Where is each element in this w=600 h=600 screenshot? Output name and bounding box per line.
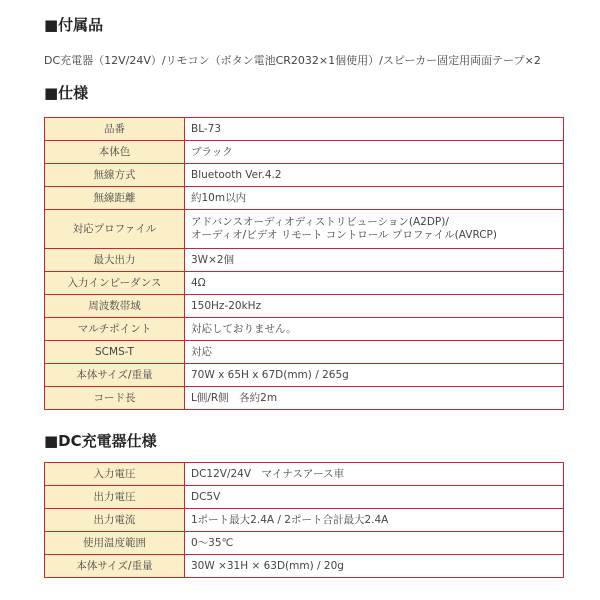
spec-row xyxy=(45,249,564,272)
spec-value-line: ブラック xyxy=(191,145,233,158)
spec-value xyxy=(185,249,564,272)
spec-value xyxy=(185,532,564,555)
specs-heading: ■仕様 xyxy=(44,84,89,102)
spec-row xyxy=(45,532,564,555)
spec-value xyxy=(185,141,564,164)
spec-value-line: 3W×2個 xyxy=(191,253,235,266)
spec-label: 入力インピーダンス xyxy=(45,272,185,295)
spec-row xyxy=(45,187,564,210)
spec-value xyxy=(185,364,564,387)
spec-row xyxy=(45,364,564,387)
spec-row xyxy=(45,387,564,410)
spec-value-line: BL-73 xyxy=(191,122,222,135)
spec-value xyxy=(185,164,564,187)
spec-label: 対応プロファイル xyxy=(45,210,185,249)
spec-value-line: 約10m以内 xyxy=(191,191,247,204)
spec-value-line: 30W ×31H × 63D(mm) / 20g xyxy=(191,559,344,572)
spec-value-line: L側/R側 各約2m xyxy=(191,391,278,404)
spec-label: 無線方式 xyxy=(45,164,185,187)
spec-value xyxy=(185,555,564,578)
spec-row xyxy=(45,141,564,164)
spec-value-line: 1ポート最大2.4A / 2ポート合計最大2.4A xyxy=(191,513,389,526)
spec-value xyxy=(185,210,564,249)
spec-label: 入力電圧 xyxy=(45,463,185,486)
spec-label: コード長 xyxy=(45,387,185,410)
charger-heading: ■DC充電器仕様 xyxy=(44,432,157,450)
specs-table xyxy=(44,117,564,410)
spec-value-line: 4Ω xyxy=(191,276,206,289)
spec-value xyxy=(185,295,564,318)
accessories-heading: ■付属品 xyxy=(44,16,104,34)
spec-label: SCMS-T xyxy=(45,341,185,364)
spec-value xyxy=(185,509,564,532)
spec-row xyxy=(45,486,564,509)
spec-row xyxy=(45,463,564,486)
spec-label: 品番 xyxy=(45,118,185,141)
accessories-text: DC充電器（12V/24V）/リモコン（ボタン電池CR2032×1個使用）/スピーカー固定用両面テープ×2 xyxy=(44,54,541,67)
spec-label: 最大出力 xyxy=(45,249,185,272)
spec-row xyxy=(45,509,564,532)
spec-row xyxy=(45,118,564,141)
spec-row xyxy=(45,164,564,187)
spec-value-line: 対応 xyxy=(191,345,212,358)
spec-label: マルチポイント xyxy=(45,318,185,341)
spec-label: 出力電流 xyxy=(45,509,185,532)
spec-value-line: アドバンスオーディオディストリビューション(A2DP)/ xyxy=(191,216,449,228)
spec-row xyxy=(45,295,564,318)
spec-value xyxy=(185,272,564,295)
spec-value-line: オーディオ/ビデオ リモート コントロール プロファイル(AVRCP) xyxy=(191,229,497,241)
spec-row xyxy=(45,555,564,578)
spec-value-line: 0〜35℃ xyxy=(191,536,234,549)
spec-value xyxy=(185,486,564,509)
spec-value-line: DC12V/24V マイナスアース車 xyxy=(191,467,345,480)
spec-value xyxy=(185,387,564,410)
spec-value xyxy=(185,118,564,141)
spec-label: 出力電圧 xyxy=(45,486,185,509)
spec-value xyxy=(185,318,564,341)
spec-value-line: 対応しておりません。 xyxy=(191,322,297,335)
spec-label: 本体色 xyxy=(45,141,185,164)
spec-value-line: DC5V xyxy=(191,490,221,503)
spec-row xyxy=(45,210,564,249)
spec-value-line: 150Hz-20kHz xyxy=(191,299,262,312)
spec-label: 本体サイズ/重量 xyxy=(45,555,185,578)
spec-label: 本体サイズ/重量 xyxy=(45,364,185,387)
spec-row xyxy=(45,272,564,295)
spec-value xyxy=(185,463,564,486)
spec-row xyxy=(45,318,564,341)
spec-value xyxy=(185,341,564,364)
spec-label: 無線距離 xyxy=(45,187,185,210)
charger-table xyxy=(44,462,564,578)
spec-value-line: Bluetooth Ver.4.2 xyxy=(191,168,282,181)
spec-row xyxy=(45,341,564,364)
spec-value xyxy=(185,187,564,210)
spec-label: 周波数帯域 xyxy=(45,295,185,318)
spec-value-line: 70W x 65H x 67D(mm) / 265g xyxy=(191,368,349,381)
spec-label: 使用温度範囲 xyxy=(45,532,185,555)
